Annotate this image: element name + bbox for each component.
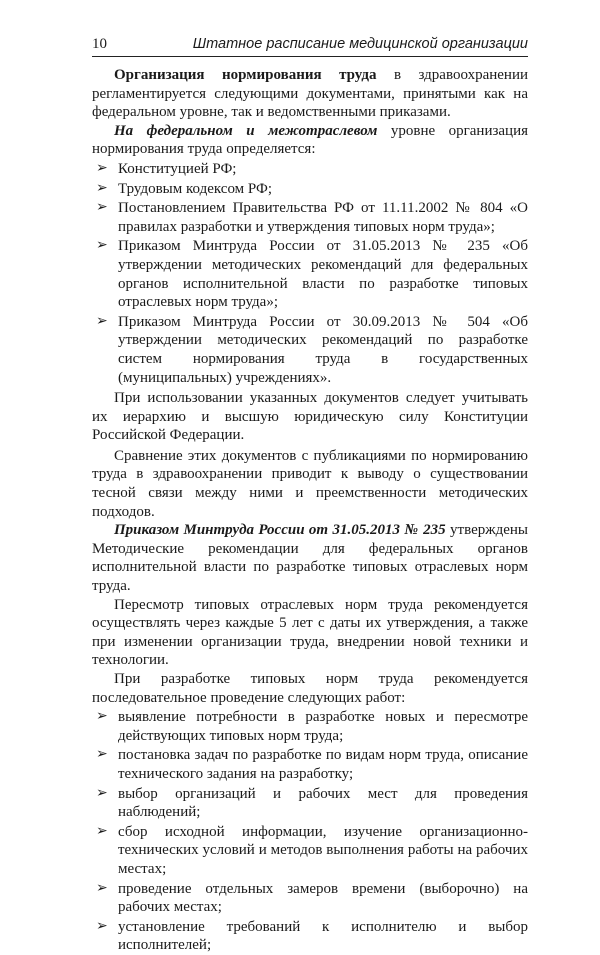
arrow-bullet-icon: ➢ <box>96 823 108 839</box>
bold-term: Организация нормирования труда <box>114 67 377 83</box>
arrow-bullet-icon: ➢ <box>96 313 108 329</box>
arrow-bullet-icon: ➢ <box>96 785 108 801</box>
legal-documents-list <box>92 160 528 387</box>
arrow-bullet-icon: ➢ <box>96 709 108 725</box>
list-item <box>92 708 528 745</box>
arrow-bullet-icon: ➢ <box>96 180 108 196</box>
arrow-bullet-icon: ➢ <box>96 160 108 176</box>
arrow-bullet-icon: ➢ <box>96 238 108 254</box>
page-header <box>92 34 528 57</box>
list-item-text: сбор исходной информации, изучение организационно-технических условий и методов выполнения работы на рабочих местах; <box>118 823 528 877</box>
running-title: Штатное расписание медицинской организации <box>192 36 528 52</box>
list-item-text: выбор организаций и рабочих мест для проведения наблюдений; <box>118 785 528 821</box>
arrow-bullet-icon: ➢ <box>96 747 108 763</box>
list-item-text: выявление потребности в разработке новых и пересмотре действующих типовых норм труда; <box>118 709 528 744</box>
list-item <box>92 180 528 199</box>
list-item-text: постановка задач по разработке по видам норм труда, описание технического задания на разработку; <box>118 747 528 782</box>
list-item-text: установление требований к исполнителю и выбор исполнителей; <box>118 918 528 954</box>
list-item <box>92 880 528 917</box>
paragraph: При использовании указанных документов следует учитывать их иерархию и высшую юридическую силу Конституции Российской Федерации. <box>92 390 528 444</box>
body-text <box>92 66 528 955</box>
list-item-text: Приказом Минтруда России от 30.09.2013 № 504 «Об утверждении методических рекомендаций по разработке систем нормирования труда в государственных (муниципальных) учреждениях». <box>118 313 528 386</box>
paragraph: При разработке типовых норм труда рекомендуется последовательное проведение следующих работ: <box>92 671 528 706</box>
list-item-text: Приказом Минтруда России от 31.05.2013 № 235 «Об утверждении методических рекомендаций для федеральных органов исполнительной власти по разработке типовых отраслевых норм труда»; <box>118 238 528 311</box>
list-item <box>92 237 528 311</box>
paragraph: Организация нормирования труда в здравоохранении регламентируется следующими документами, принятыми как на федеральном уровне, так и ведомственными приказами. <box>92 67 528 121</box>
paragraph: На федеральном и межотраслевом уровне организация нормирования труда определяется: <box>92 122 529 158</box>
page-number: 10 <box>92 36 107 52</box>
list-item <box>92 785 528 822</box>
list-item-text: Трудовым кодексом РФ; <box>118 180 272 197</box>
list-item <box>92 746 528 783</box>
arrow-bullet-icon: ➢ <box>96 918 108 934</box>
list-item-text: проведение отдельных замеров времени (выборочно) на рабочих местах; <box>118 880 528 916</box>
list-item-text: Конституцией РФ; <box>118 160 237 177</box>
bold-italic-term: Приказом Минтруда России от 31.05.2013 № 235 <box>114 522 446 539</box>
list-item <box>92 160 528 179</box>
bold-italic-term: На федеральном и межотраслевом <box>114 122 378 139</box>
arrow-bullet-icon: ➢ <box>96 880 108 896</box>
work-stages-list <box>92 708 528 955</box>
list-item-text: Постановлением Правительства РФ от 11.11.2002 № 804 «О правилах разработки и утверждения типовых норм труда»; <box>118 200 528 235</box>
paragraph: Пересмотр типовых отраслевых норм труда рекомендуется осуществлять через каждые 5 лет с даты их утверждения, а также при изменении организации труда, внедрении новой техники и технологии. <box>92 596 528 669</box>
list-item <box>92 918 528 955</box>
paragraph: Приказом Минтруда России от 31.05.2013 № 235 утверждены Методические рекомендации для федеральных органов исполнительной власти по разработке типовых отраслевых норм труда. <box>92 522 528 595</box>
list-item <box>92 199 528 236</box>
list-item <box>92 313 528 387</box>
paragraph: Сравнение этих документов с публикациями по нормированию труда в здравоохранении приводит к выводу о существовании тесной связи между ними и преемственности методических подходов. <box>92 447 528 520</box>
list-item <box>92 823 528 879</box>
arrow-bullet-icon: ➢ <box>96 200 108 216</box>
